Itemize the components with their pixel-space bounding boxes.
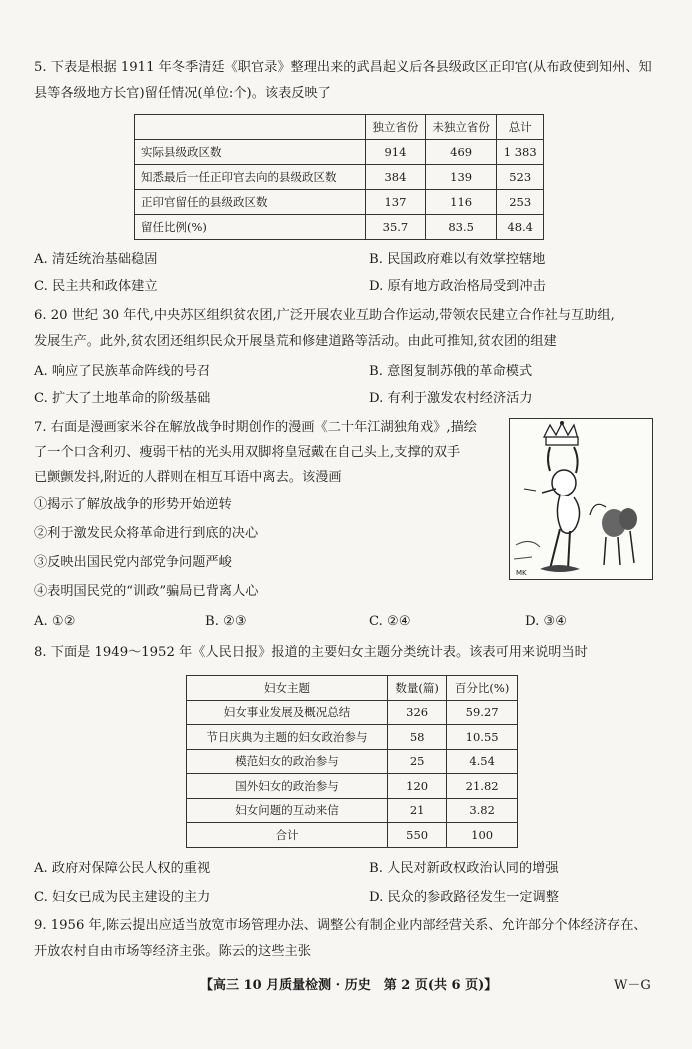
table-cell: 116: [425, 190, 497, 215]
table-cell: 25: [388, 749, 447, 774]
paper-code: W－G: [614, 978, 651, 993]
q7-option-a[interactable]: A. ①②: [34, 614, 76, 629]
q5-option-c[interactable]: C. 民主共和政体建立: [34, 279, 158, 294]
q8-option-a[interactable]: A. 政府对保障公民人权的重视: [34, 861, 211, 876]
q9-stem-line2: 开放农村自由市场等经济主张。陈云的这些主张: [34, 944, 311, 959]
table-cell: 妇女问题的互动来信: [187, 798, 388, 823]
table-cell: 10.55: [447, 725, 518, 750]
table-cell: 21: [388, 798, 447, 823]
table-row: [187, 798, 518, 823]
table-header-cell: 数量(篇): [388, 676, 447, 701]
q5-option-b[interactable]: B. 民国政府难以有效掌控辖地: [369, 252, 546, 267]
table-cell: 模范妇女的政治参与: [187, 749, 388, 774]
table-cell: 550: [388, 823, 447, 848]
table-row: [135, 165, 544, 190]
table-header-cell: 独立省份: [366, 115, 426, 140]
table-row: [187, 700, 518, 725]
table-cell: 253: [497, 190, 544, 215]
table-cell: 1 383: [497, 140, 544, 165]
q6-option-d[interactable]: D. 有利于激发农村经济活力: [369, 391, 533, 406]
q7-stem-line2: 了一个口含利刃、瘦弱干枯的光头用双脚将皇冠戴在自己头上,支撑的双手: [34, 445, 461, 460]
table-cell: 139: [425, 165, 497, 190]
table-cell: 326: [388, 700, 447, 725]
table-cell: 58: [388, 725, 447, 750]
q7-stem-line1: 7. 右面是漫画家米谷在解放战争时期创作的漫画《二十年江湖独角戏》,描绘: [34, 420, 477, 435]
table-cell: 正印官留任的县级政区数: [135, 190, 366, 215]
q6-stem-line2: 发展生产。此外,贫农团还组织民众开展垦荒和修建道路等活动。由此可推知,贫农团的组建: [34, 334, 557, 349]
q8-stem-line1: 8. 下面是 1949～1952 年《人民日报》报道的主要妇女主题分类统计表。该表可用来说明当时: [34, 645, 588, 660]
q9-stem-line1: 9. 1956 年,陈云提出应适当放宽市场管理办法、调整公有制企业内部经营关系、允许部分个体经济存在、: [34, 918, 647, 933]
table-cell: 469: [425, 140, 497, 165]
q8-option-c[interactable]: C. 妇女已成为民主建设的主力: [34, 890, 211, 905]
table-cell: 知悉最后一任正印官去向的县级政区数: [135, 165, 366, 190]
table-header-row: [187, 676, 518, 701]
q6-stem-line1: 6. 20 世纪 30 年代,中央苏区组织贫农团,广泛开展农业互助合作运动,带领农民建立合作社与互助组,: [34, 308, 615, 323]
table-cell: 914: [366, 140, 426, 165]
table-row: [135, 140, 544, 165]
q7-option-c[interactable]: C. ②④: [369, 614, 411, 629]
table-cell: 120: [388, 774, 447, 799]
table-header-cell: 未独立省份: [425, 115, 497, 140]
table-cell: 21.82: [447, 774, 518, 799]
table-cell: 59.27: [447, 700, 518, 725]
q5-option-d[interactable]: D. 原有地方政治格局受到冲击: [369, 279, 546, 294]
table-cell: 留任比例(%): [135, 215, 366, 240]
table-row: [187, 774, 518, 799]
table-cell: 实际县级政区数: [135, 140, 366, 165]
q5-table: [134, 114, 544, 240]
q7-item-3: ③反映出国民党内部党争问题严峻: [34, 555, 232, 570]
q5-option-a[interactable]: A. 清廷统治基础稳固: [34, 252, 158, 267]
cartoon-image: [509, 418, 653, 580]
table-cell: 3.82: [447, 798, 518, 823]
table-cell: 523: [497, 165, 544, 190]
table-header-cell: 总计: [497, 115, 544, 140]
q7-item-4: ④表明国民党的“训政”骗局已背离人心: [34, 584, 259, 599]
table-cell: 国外妇女的政治参与: [187, 774, 388, 799]
cartoon-signature: MK: [516, 569, 527, 577]
table-cell: 节日庆典为主题的妇女政治参与: [187, 725, 388, 750]
table-cell: 35.7: [366, 215, 426, 240]
q7-option-d[interactable]: D. ③④: [525, 614, 568, 629]
q7-item-2: ②利于激发民众将革命进行到底的决心: [34, 526, 259, 541]
table-header-cell: 百分比(%): [447, 676, 518, 701]
table-row: [187, 725, 518, 750]
q6-option-a[interactable]: A. 响应了民族革命阵线的号召: [34, 364, 211, 379]
q6-option-b[interactable]: B. 意图复制苏俄的革命模式: [369, 364, 533, 379]
q8-table: [186, 675, 518, 848]
q7-item-1: ①揭示了解放战争的形势开始逆转: [34, 497, 232, 512]
table-row: [135, 190, 544, 215]
page-footer: 【高三 10 月质量检测 · 历史 第 2 页(共 6 页)】: [200, 978, 498, 993]
q5-stem-line1: 5. 下表是根据 1911 年冬季清廷《职官录》整理出来的武昌起义后各县级政区正印官(从布政使到知州、知: [34, 60, 652, 75]
table-cell: 合计: [187, 823, 388, 848]
q7-stem-line3: 已颤颤发抖,附近的人群则在相互耳语中离去。该漫画: [34, 470, 342, 485]
q5-stem-line2: 县等各级地方长官)留任情况(单位:个)。该表反映了: [34, 86, 331, 101]
table-cell: 48.4: [497, 215, 544, 240]
table-header-row: [135, 115, 544, 140]
table-row: [135, 215, 544, 240]
table-cell: 384: [366, 165, 426, 190]
cartoon-drawing: [510, 419, 652, 579]
q8-option-b[interactable]: B. 人民对新政权政治认同的增强: [369, 861, 559, 876]
q6-option-c[interactable]: C. 扩大了土地革命的阶级基础: [34, 391, 211, 406]
table-cell: 137: [366, 190, 426, 215]
table-row: [187, 823, 518, 848]
table-header-cell: 妇女主题: [187, 676, 388, 701]
q7-option-b[interactable]: B. ②③: [205, 614, 247, 629]
q8-option-d[interactable]: D. 民众的参政路径发生一定调整: [369, 890, 559, 905]
table-cell: 83.5: [425, 215, 497, 240]
table-row: [187, 749, 518, 774]
table-cell: 妇女事业发展及概况总结: [187, 700, 388, 725]
table-cell: 4.54: [447, 749, 518, 774]
table-header-cell: [135, 115, 366, 140]
table-cell: 100: [447, 823, 518, 848]
